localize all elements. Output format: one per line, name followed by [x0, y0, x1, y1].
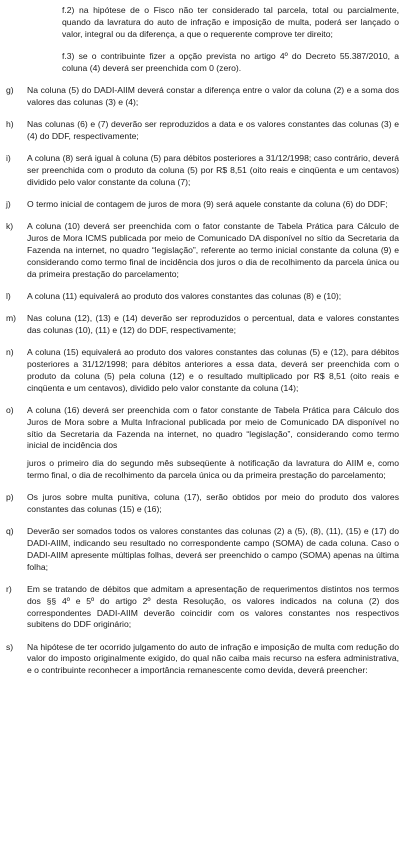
item-label: h) [6, 119, 14, 130]
item-r [6, 584, 399, 631]
item-text: A coluna (8) será igual à coluna (5) para débitos posteriores a 31/12/1998; caso contrário, deverá ser preenchida com o produto da coluna (5) por R$ 8,51 (oito reais e cinqüenta e um centavos) dividido pelo valor constante da coluna (7); [27, 153, 399, 187]
item-q [6, 526, 399, 573]
item-label: g) [6, 84, 14, 95]
item-label: l) [6, 290, 11, 301]
item-o-continuation: juros o primeiro dia do segundo mês subseqüente à notificação da lavratura do AIIM e, como termo final, o dia de recolhimento da parcela única ou da primeira prestação do parcelamento; [27, 458, 399, 480]
subitem-f2: f.2) na hipótese de o Fisco não ter considerado tal parcela, total ou parcialmente, quando da lavratura do auto de infração e imposição de multa, poderá ser lançado o valor, integral ou da diferença, a que o requerente comprove ter direito; [62, 5, 399, 39]
item-g [6, 85, 399, 109]
item-label: k) [6, 221, 14, 232]
item-text: O termo inicial de contagem de juros de mora (9) será aquele constante da coluna (6) do DDF; [27, 199, 388, 210]
item-text: A coluna (10) deverá ser preenchida com o fator constante de Tabela Prática para Cálculo de Juros de Mora ICMS publicada por meio de Comunicado DA disponível no sítio da Secretaria da Fazenda na internet, no quadro “legislação”, referente ao termo inicial constante da coluna (9) e considerando como termo final de incidência dos juros o dia de recolhimento da parcela única ou da primeira prestação do parcelamento; [27, 221, 399, 279]
item-p [6, 492, 399, 516]
item-text: A coluna (16) deverá ser preenchida com o fator constante de Tabela Prática para Cálculo dos Juros de Mora sobre a Multa Infracional publicada por meio de Comunicado DA disponível no sítio da Secretaria da Fazenda na internet, no quadro “legislação”, considerando como termo inicial de incidência dos [27, 404, 399, 451]
item-text: Na hipótese de ter ocorrido julgamento do auto de infração e imposição de multa com redução do valor do imposto originalmente exigido, do qual não caiba mais recurso na esfera administrativa, e o contribuinte reconhecer a importância remanescente como devida, deverá preencher: [27, 641, 399, 676]
subitem-f3: f.3) se o contribuinte fizer a opção prevista no artigo 4º do Decreto 55.387/2010, a coluna (4) deverá ser preenchida com 0 (zero). [62, 50, 399, 73]
item-text: Deverão ser somados todos os valores constantes das colunas (2) a (5), (8), (11), (15) e (17) do DADI-AIIM, indicando seu resultado no correspondente campo (SOMA) de cada coluna. Caso o DADI-AIIM apresente múltiplas folhas, deverá ser preenchido o campo (SOMA) apenas na última folha; [27, 526, 399, 572]
item-o [6, 405, 399, 452]
item-i [6, 153, 399, 188]
item-label: j) [6, 199, 11, 210]
item-label: r) [6, 583, 12, 594]
item-s [6, 642, 399, 677]
item-k [6, 221, 399, 280]
item-l [6, 291, 399, 303]
item-label: m) [6, 313, 17, 324]
item-text: A coluna (11) equivalerá ao produto dos valores constantes das colunas (8) e (10); [27, 290, 342, 301]
item-n [6, 347, 399, 394]
item-m [6, 313, 399, 337]
item-text: Em se tratando de débitos que admitam a apresentação de requerimentos distintos nos termos dos §§ 4º e 5º do artigo 2º desta Resolução, os valores indicados na coluna (2) dos correspondentes DADI-AIIM deverão coincidir com os valores constantes nos respectivos subitens do DDF originário; [27, 583, 399, 630]
item-label: i) [6, 153, 11, 164]
item-text: Nas coluna (12), (13) e (14) deverão ser reproduzidos o percentual, data e valores constantes das colunas (10), (11) e (12) do DDF, respectivamente; [27, 313, 399, 335]
item-text: Os juros sobre multa punitiva, coluna (17), serão obtidos por meio do produto dos valores constantes das colunas (15) e (16); [27, 492, 399, 514]
item-label: n) [6, 347, 14, 358]
item-j [6, 199, 399, 211]
item-text: A coluna (15) equivalerá ao produto dos valores constantes das colunas (5) e (12), para débitos posteriores a 31/12/1998; para débitos anteriores a essa data, deverá ser preenchida com o produto da coluna (5) pela coluna (12) e o resultado multiplicado por R$ 8,51 (oito reais e cinqüenta e um centavos), dividido pelo valor constante da coluna (14); [27, 347, 399, 393]
item-label: o) [6, 404, 14, 415]
item-label: s) [6, 641, 14, 652]
item-label: p) [6, 492, 14, 503]
item-label: q) [6, 526, 14, 537]
item-text: Na coluna (5) do DADI-AIIM deverá constar a diferença entre o valor da coluna (2) e a soma dos valores das colunas (3) e (4); [27, 84, 399, 107]
item-h [6, 119, 399, 143]
item-text: Nas colunas (6) e (7) deverão ser reproduzidos a data e os valores constantes das colunas (3) e (4) do DDF, respectivamente; [27, 119, 399, 141]
